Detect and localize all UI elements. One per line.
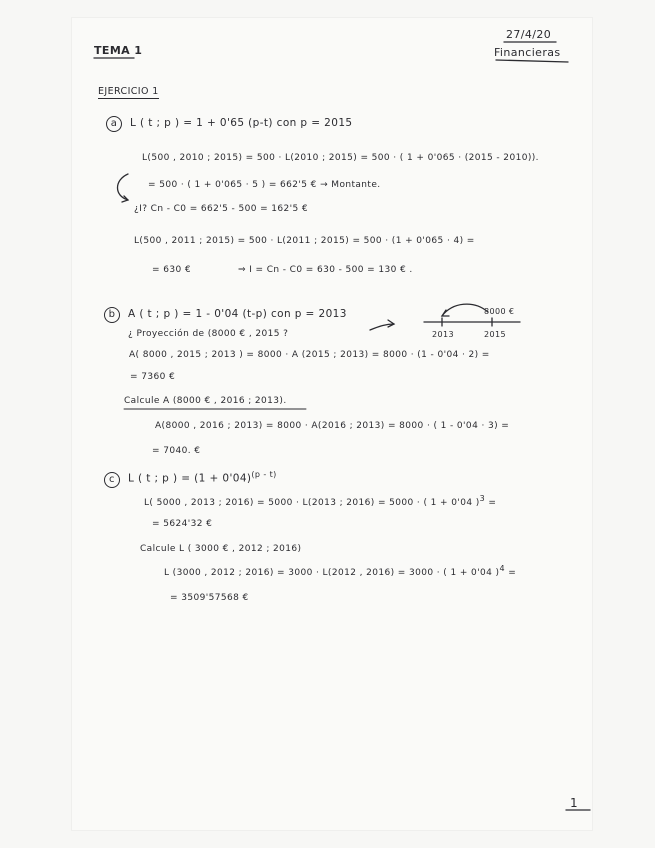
subject-underline <box>496 60 568 62</box>
part-c-line1-text: L( 5000 , 2013 ; 2016) = 5000 · L(2013 ; 2016) = 5000 · ( 1 + 0'04 ) <box>144 498 480 508</box>
topic-title: TEMA 1 <box>94 44 143 57</box>
part-a-line5b: ⇒ I = Cn - C0 = 630 - 500 = 130 € . <box>238 265 413 275</box>
part-b-marker: b <box>104 307 120 323</box>
part-a-line4: L(500 , 2011 ; 2015) = 500 · L(2011 ; 2015) = 500 · (1 + 0'065 · 4) = <box>134 236 475 246</box>
page-number: 1 <box>570 796 579 810</box>
diagram-pointer-arrow <box>370 324 394 330</box>
subject: Financieras <box>494 46 561 59</box>
diagram-arc-head <box>442 310 449 316</box>
part-b-line4: = 7040. € <box>152 446 201 456</box>
part-a-formula-text: L ( t ; p ) = 1 + 0'65 (p-t) con p = 2015 <box>130 117 353 129</box>
diagram-amount: 8000 € <box>484 307 515 316</box>
diagram-year1: 2013 <box>432 330 454 339</box>
part-c-eq2: = <box>504 568 517 578</box>
part-b-formula-text: A ( t ; p ) = 1 - 0'04 (t-p) con p = 2013 <box>128 308 347 320</box>
part-a-line3: ¿I? Cn - C0 = 662'5 - 500 = 162'5 € <box>134 204 309 214</box>
part-b-line1: A( 8000 , 2015 ; 2013 ) = 8000 · A (2015 ; 2013) = 8000 · (1 - 0'04 · 2) = <box>129 350 490 360</box>
diagram-year2: 2015 <box>484 330 506 339</box>
part-b-line3: A(8000 , 2016 ; 2013) = 8000 · A(2016 ; 2013) = 8000 · ( 1 - 0'04 · 3) = <box>155 421 510 431</box>
part-a-line5: = 630 € <box>152 265 191 275</box>
part-c-calc-label: Calcule L ( 3000 € , 2012 ; 2016) <box>140 544 302 554</box>
exercise-title: EJERCICIO 1 <box>98 86 159 97</box>
part-b-calc-label: Calcule A (8000 € , 2016 ; 2013). <box>124 396 287 406</box>
part-b-line2: = 7360 € <box>130 372 176 382</box>
part-c-line2: = 5624'32 € <box>152 519 213 529</box>
part-c-formula-text: L ( t ; p ) = (1 + 0'04) <box>128 472 252 485</box>
part-c-exp1: 3 <box>479 494 486 503</box>
part-a-curved-arrow <box>118 174 129 200</box>
diagram-arc <box>442 304 488 316</box>
part-a-line1: L(500 , 2010 ; 2015) = 500 · L(2010 ; 2015) = 500 · ( 1 + 0'065 · (2015 - 2010)). <box>142 153 539 163</box>
part-c-eq1: = <box>485 498 497 508</box>
part-a-marker: a <box>106 116 122 132</box>
part-b-question: ¿ Proyección de (8000 € , 2015 ? <box>128 329 289 339</box>
date: 27/4/20 <box>506 28 552 41</box>
part-c-exponent: (p - t) <box>251 470 277 479</box>
part-c-marker: c <box>104 472 120 488</box>
part-a-line2: = 500 · ( 1 + 0'065 · 5 ) = 662'5 € → Montante. <box>148 180 381 190</box>
part-c-line3-text: L (3000 , 2012 ; 2016) = 3000 · L(2012 , 2016) = 3000 · ( 1 + 0'04 ) <box>164 568 500 578</box>
part-c-line4: = 3509'57568 € <box>170 593 249 603</box>
part-c-exp2: 4 <box>499 564 505 573</box>
